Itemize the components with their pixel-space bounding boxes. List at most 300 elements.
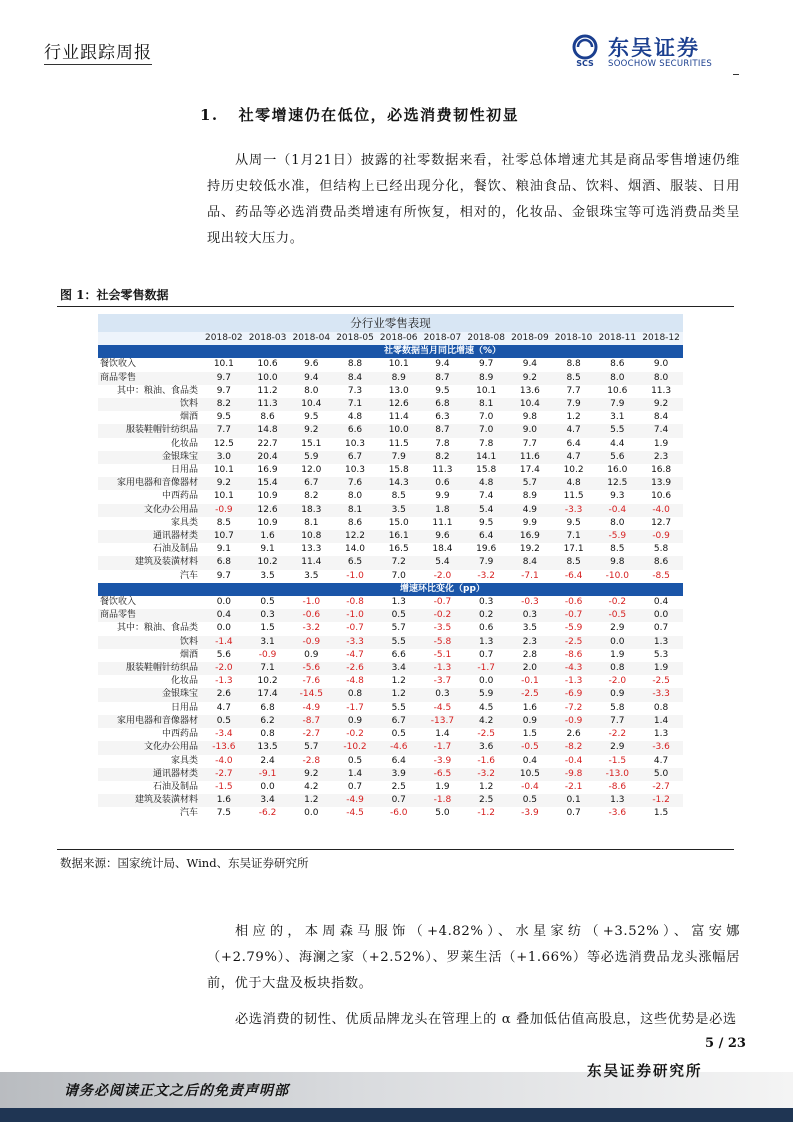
data-cell: 5.9: [464, 688, 508, 701]
table-row: [98, 741, 683, 754]
data-cell: 16.9: [257, 465, 278, 476]
data-cell: 5.5: [595, 424, 639, 437]
data-cell: 0.0: [479, 676, 494, 687]
brand-name-en: SOOCHOW SECURITIES: [608, 59, 713, 69]
data-cell: 0.0: [260, 781, 275, 792]
data-cell: 8.0: [304, 385, 319, 396]
logo-mark-text: SCS: [576, 59, 594, 68]
table-row: [98, 662, 683, 675]
data-cell: 0.3: [421, 688, 465, 701]
data-cell: 15.4: [246, 477, 290, 490]
data-cell: 10.4: [289, 398, 333, 411]
data-cell: -3.5: [433, 623, 452, 634]
data-cell: 4.4: [610, 438, 625, 449]
data-cell: 1.3: [639, 636, 683, 649]
data-cell: 5.9: [289, 451, 333, 464]
data-cell: 7.9: [552, 398, 596, 411]
row-label: 家具类: [170, 517, 198, 528]
row-label: 通讯器材类: [98, 530, 202, 543]
data-cell: 0.3: [508, 609, 552, 622]
data-cell: 10.6: [607, 385, 628, 396]
data-cell: 9.5: [566, 517, 581, 528]
data-cell: 1.9: [610, 649, 625, 660]
page-number: 5 / 23: [705, 1036, 746, 1051]
data-cell: 2.6: [202, 688, 246, 701]
data-cell: 10.9: [257, 491, 278, 502]
data-cell: 3.1: [246, 636, 290, 649]
data-cell: 5.4: [421, 556, 465, 569]
data-cell: 9.5: [435, 385, 450, 396]
data-cell: 6.2: [246, 715, 290, 728]
data-cell: 2.3: [639, 451, 683, 464]
data-cell: 0.8: [333, 688, 377, 701]
data-cell: 1.4: [435, 729, 450, 740]
row-label: 烟酒: [179, 649, 198, 660]
data-cell: 9.2: [289, 768, 333, 781]
data-cell: -0.8: [346, 597, 364, 608]
data-cell: 12.2: [333, 530, 377, 543]
data-cell: 4.7: [653, 755, 669, 766]
data-cell: 3.6: [464, 741, 508, 754]
data-cell: 10.1: [388, 359, 409, 370]
data-cell: -2.2: [608, 729, 627, 740]
data-cell: 0.7: [347, 781, 363, 792]
data-cell: 8.0: [639, 372, 683, 385]
row-label: 金银珠宝: [98, 688, 202, 701]
data-cell: 7.3: [347, 385, 363, 396]
data-cell: 6.8: [202, 556, 246, 569]
data-cell: 10.7: [202, 530, 246, 543]
data-cell: 10.3: [344, 438, 366, 449]
data-cell: 10.5: [508, 768, 552, 781]
data-cell: -6.9: [552, 688, 596, 701]
data-cell: 9.2: [202, 477, 246, 490]
data-cell: 2.4: [260, 755, 275, 766]
data-cell: 8.4: [653, 412, 669, 423]
data-cell: 0.0: [639, 609, 683, 622]
data-cell: 4.2: [304, 781, 319, 792]
data-cell: -5.9: [564, 623, 583, 634]
row-label: 化妆品: [170, 438, 198, 449]
data-cell: 8.4: [508, 556, 552, 569]
data-cell: 10.8: [289, 530, 333, 543]
row-label: 饮料: [98, 636, 202, 649]
data-cell: 2.6: [566, 729, 581, 740]
data-cell: 10.1: [213, 465, 234, 476]
data-cell: 0.2: [464, 609, 508, 622]
month-header-cell: 2018-02: [202, 332, 246, 345]
data-cell: 1.3: [653, 729, 669, 740]
data-cell: -6.0: [389, 808, 408, 819]
data-cell: 1.9: [435, 781, 450, 792]
data-cell: 9.0: [653, 359, 669, 370]
data-cell: 9.4: [435, 359, 450, 370]
data-cell: 11.4: [289, 556, 333, 569]
row-label: 家用电器和音像器材: [98, 477, 202, 490]
data-cell: 0.8: [260, 729, 275, 740]
data-cell: 5.0: [435, 808, 450, 819]
data-cell: 8.2: [421, 451, 465, 464]
data-cell: 8.1: [333, 504, 377, 517]
data-cell: 1.4: [639, 715, 683, 728]
table-row: [98, 675, 683, 688]
data-cell: -0.2: [421, 609, 465, 622]
data-cell: -8.2: [552, 741, 596, 754]
data-cell: -1.6: [477, 755, 495, 766]
data-cell: 4.2: [464, 715, 508, 728]
data-cell: 0.4: [522, 755, 538, 766]
data-cell: 5.8: [610, 702, 625, 713]
table-row: [98, 464, 683, 477]
table-row: [98, 715, 683, 728]
data-cell: 8.5: [552, 372, 596, 385]
data-cell: -3.4: [215, 729, 233, 740]
data-cell: 12.6: [377, 398, 421, 411]
row-label: 石油及制品: [152, 544, 198, 555]
data-cell: -1.3: [215, 676, 233, 687]
table-row: [98, 636, 683, 649]
row-label: 餐饮收入: [100, 597, 137, 608]
data-cell: 18.3: [289, 504, 333, 517]
table-row: [98, 451, 683, 464]
month-header-cell: 2018-03: [246, 332, 290, 345]
data-cell: -5.8: [421, 636, 465, 649]
data-cell: -3.9: [433, 755, 452, 766]
data-cell: 7.2: [377, 556, 421, 569]
data-cell: 0.6: [479, 623, 494, 634]
data-cell: 6.8: [260, 702, 275, 713]
data-cell: 10.2: [257, 676, 278, 687]
data-cell: 7.9: [377, 451, 421, 464]
data-cell: 8.2: [202, 398, 246, 411]
section-number: 1.: [200, 106, 219, 124]
data-cell: 16.1: [377, 530, 421, 543]
data-cell: 5.3: [653, 649, 669, 660]
data-cell: 13.3: [301, 544, 322, 555]
data-cell: 7.7: [566, 385, 581, 396]
data-cell: 12.6: [246, 504, 290, 517]
table-row: [98, 372, 683, 385]
data-cell: 4.5: [479, 702, 494, 713]
data-cell: 10.2: [246, 556, 290, 569]
data-cell: -2.5: [477, 729, 495, 740]
data-cell: 9.1: [260, 544, 275, 555]
data-cell: -3.3: [552, 504, 596, 517]
data-cell: 0.9: [595, 688, 639, 701]
data-cell: -4.5: [433, 702, 452, 713]
data-cell: 4.7: [552, 424, 596, 437]
data-cell: 10.3: [344, 465, 366, 476]
data-cell: 0.8: [595, 662, 639, 675]
data-cell: 14.8: [246, 424, 290, 437]
data-cell: 0.6: [421, 477, 465, 490]
data-cell: 19.6: [476, 544, 497, 555]
data-cell: 13.9: [639, 477, 683, 490]
data-cell: 3.5: [377, 504, 421, 517]
data-cell: 7.1: [246, 662, 290, 675]
row-label: 通讯器材类: [98, 768, 202, 781]
data-cell: 5.8: [653, 544, 669, 555]
data-cell: 15.0: [388, 517, 409, 528]
data-cell: 0.5: [391, 729, 406, 740]
data-cell: 10.2: [563, 465, 584, 476]
data-cell: -7.6: [302, 676, 321, 687]
data-cell: 1.3: [595, 794, 639, 807]
data-cell: 8.6: [260, 412, 275, 423]
data-cell: 11.3: [651, 385, 672, 396]
data-cell: 9.2: [289, 424, 333, 437]
table-row: [98, 781, 683, 794]
data-cell: 2.9: [595, 741, 639, 754]
data-cell: 1.8: [421, 504, 465, 517]
data-cell: 0.5: [260, 597, 275, 608]
row-label: 家用电器和音像器材: [98, 715, 202, 728]
data-cell: 1.6: [202, 794, 246, 807]
retail-table: [98, 314, 683, 844]
data-cell: 7.5: [216, 808, 232, 819]
data-source-note: 数据来源：国家统计局、Wind、东吴证券研究所: [60, 856, 309, 870]
data-cell: -5.1: [433, 649, 452, 660]
data-cell: 0.4: [653, 597, 669, 608]
data-cell: 17.1: [563, 544, 584, 555]
data-cell: 13.6: [519, 385, 540, 396]
brand-name-cn: 东吴证券: [608, 36, 700, 60]
data-cell: 5.4: [464, 504, 508, 517]
data-cell: 15.8: [388, 465, 409, 476]
month-header-blank: [98, 332, 202, 345]
data-cell: 1.9: [639, 662, 683, 675]
data-cell: -13.7: [421, 715, 465, 728]
report-type-label: 行业跟踪周报: [44, 43, 152, 63]
brand-logo: [568, 32, 738, 72]
data-cell: 2.0: [508, 662, 552, 675]
table-row: [98, 438, 683, 451]
data-cell: 8.5: [552, 556, 596, 569]
table-row: [98, 556, 683, 569]
data-cell: 10.6: [651, 491, 672, 502]
data-cell: 6.4: [391, 755, 406, 766]
data-cell: 9.8: [522, 412, 538, 423]
section-title: 社零增速仍在低位，必选消费韧性初显: [238, 106, 520, 124]
section-header-title: 增速环比变化（pp）: [202, 583, 683, 596]
data-cell: -0.7: [552, 609, 596, 622]
data-cell: -0.6: [564, 597, 583, 608]
section-header-blank: [98, 583, 202, 596]
data-cell: 15.8: [476, 465, 497, 476]
data-cell: -0.7: [346, 623, 364, 634]
data-cell: 8.0: [610, 517, 625, 528]
data-cell: 9.6: [304, 359, 319, 370]
data-cell: 12.5: [595, 477, 639, 490]
data-cell: 7.9: [595, 398, 639, 411]
data-cell: 3.1: [610, 412, 625, 423]
row-label: 中西药品: [161, 729, 198, 740]
data-cell: -4.0: [215, 755, 233, 766]
data-cell: -13.0: [595, 768, 639, 781]
row-label: 汽车: [179, 570, 198, 581]
data-cell: -10.2: [333, 741, 377, 754]
data-cell: -0.7: [433, 597, 452, 608]
data-cell: 6.3: [435, 412, 450, 423]
data-cell: 8.7: [421, 424, 465, 437]
data-cell: -0.9: [552, 715, 596, 728]
data-cell: 9.9: [435, 491, 450, 502]
data-cell: 13.0: [388, 385, 409, 396]
data-cell: -2.7: [302, 729, 321, 740]
data-cell: 0.0: [216, 623, 232, 634]
data-cell: 3.0: [202, 451, 246, 464]
data-cell: 1.3: [464, 636, 508, 649]
data-cell: 8.2: [304, 491, 319, 502]
data-cell: -8.7: [289, 715, 333, 728]
data-cell: -8.6: [608, 781, 627, 792]
data-cell: 22.7: [257, 438, 278, 449]
data-cell: -3.3: [639, 688, 683, 701]
data-cell: 9.7: [202, 372, 246, 385]
data-cell: 10.4: [508, 398, 552, 411]
row-label: 文化办公用品: [98, 741, 202, 754]
data-cell: -1.0: [302, 597, 321, 608]
data-cell: -0.6: [289, 609, 333, 622]
data-cell: -8.5: [652, 570, 670, 581]
data-cell: -0.9: [289, 636, 333, 649]
data-cell: 6.5: [333, 556, 377, 569]
data-cell: 11.3: [246, 398, 290, 411]
data-cell: 1.2: [391, 676, 406, 687]
data-cell: -3.2: [302, 623, 321, 634]
data-cell: 7.4: [639, 424, 683, 437]
data-cell: -1.7: [346, 702, 364, 713]
data-cell: -6.5: [421, 768, 465, 781]
data-cell: -2.0: [202, 662, 246, 675]
data-cell: 5.5: [377, 636, 421, 649]
data-cell: 1.3: [391, 597, 406, 608]
data-cell: -1.0: [346, 570, 364, 581]
figure-caption: 图 1：社会零售数据: [60, 288, 169, 302]
row-label: 商品零售: [98, 372, 202, 385]
data-cell: 0.7: [566, 808, 581, 819]
table-row: [98, 609, 683, 622]
data-cell: 7.0: [391, 570, 406, 581]
table-row: [98, 768, 683, 781]
data-cell: 3.5: [522, 623, 538, 634]
data-cell: -9.8: [552, 768, 596, 781]
data-cell: 2.5: [391, 781, 406, 792]
table-row: [98, 477, 683, 490]
data-cell: 0.7: [377, 794, 421, 807]
data-cell: -7.1: [521, 570, 539, 581]
data-cell: 9.2: [508, 372, 552, 385]
data-cell: -3.2: [477, 570, 495, 581]
data-cell: 5.0: [639, 768, 683, 781]
data-cell: 1.2: [289, 794, 333, 807]
table-title: 分行业零售表现: [98, 314, 683, 332]
data-cell: 10.0: [377, 424, 421, 437]
table-row: [98, 794, 683, 807]
data-cell: 2.3: [508, 636, 552, 649]
data-cell: -4.7: [346, 649, 364, 660]
data-cell: 4.9: [508, 504, 552, 517]
data-cell: 8.9: [377, 372, 421, 385]
table-row: [98, 622, 683, 635]
data-cell: 6.4: [464, 530, 508, 543]
row-label: 烟酒: [179, 412, 198, 423]
data-cell: 0.5: [202, 715, 246, 728]
table-row: [98, 649, 683, 662]
data-cell: 1.2: [377, 688, 421, 701]
data-cell: -3.9: [521, 808, 539, 819]
data-cell: 1.2: [479, 781, 494, 792]
row-label: 家具类: [170, 755, 198, 766]
data-cell: -3.6: [608, 808, 627, 819]
data-cell: 5.7: [289, 741, 333, 754]
data-cell: 8.1: [304, 517, 319, 528]
row-label: 文化办公用品: [98, 504, 202, 517]
data-cell: -0.2: [608, 597, 627, 608]
data-cell: 5.5: [391, 702, 406, 713]
table-row: [98, 688, 683, 701]
data-cell: -5.6: [289, 662, 333, 675]
data-cell: 11.4: [388, 412, 409, 423]
data-cell: 8.9: [522, 491, 538, 502]
row-label: 化妆品: [170, 676, 198, 687]
data-cell: 14.0: [344, 544, 366, 555]
data-cell: 16.8: [651, 465, 672, 476]
month-header-cell: 2018-10: [552, 332, 596, 345]
data-cell: 9.8: [595, 556, 639, 569]
month-header-cell: 2018-08: [464, 332, 508, 345]
data-cell: 9.5: [304, 412, 319, 423]
row-label: 服装鞋帽针纺织品: [98, 424, 202, 437]
data-cell: -1.5: [608, 755, 627, 766]
data-cell: 1.9: [653, 438, 669, 449]
data-cell: 0.0: [216, 597, 232, 608]
data-cell: 9.5: [216, 412, 232, 423]
row-label: 其中：粮油、食品类: [116, 385, 198, 396]
data-cell: 1.5: [260, 623, 275, 634]
data-cell: 13.5: [246, 741, 290, 754]
data-cell: 3.5: [260, 570, 275, 581]
data-cell: 11.1: [432, 517, 453, 528]
data-cell: -2.1: [564, 781, 583, 792]
data-cell: 0.3: [479, 597, 494, 608]
data-cell: 6.7: [289, 477, 333, 490]
data-cell: 4.8: [552, 477, 596, 490]
data-cell: 9.3: [610, 491, 625, 502]
data-cell: -6.4: [564, 570, 583, 581]
table-row: [98, 411, 683, 424]
data-cell: 19.2: [519, 544, 540, 555]
data-cell: -2.0: [433, 570, 452, 581]
data-cell: 7.7: [595, 715, 639, 728]
data-cell: 11.2: [257, 385, 278, 396]
data-cell: 12.0: [301, 465, 322, 476]
data-cell: -1.7: [464, 662, 508, 675]
data-cell: -1.8: [421, 794, 465, 807]
data-cell: 7.9: [464, 556, 508, 569]
figure-bottom-rule: [57, 849, 734, 850]
data-cell: 8.5: [391, 491, 406, 502]
data-cell: 4.7: [552, 451, 596, 464]
data-cell: 9.4: [289, 372, 333, 385]
data-cell: 8.5: [216, 517, 232, 528]
data-cell: 3.4: [377, 662, 421, 675]
data-cell: 10.1: [213, 359, 234, 370]
data-cell: 6.7: [377, 715, 421, 728]
data-cell: 8.7: [421, 372, 465, 385]
data-cell: 10.6: [257, 359, 278, 370]
data-cell: -2.5: [508, 688, 552, 701]
